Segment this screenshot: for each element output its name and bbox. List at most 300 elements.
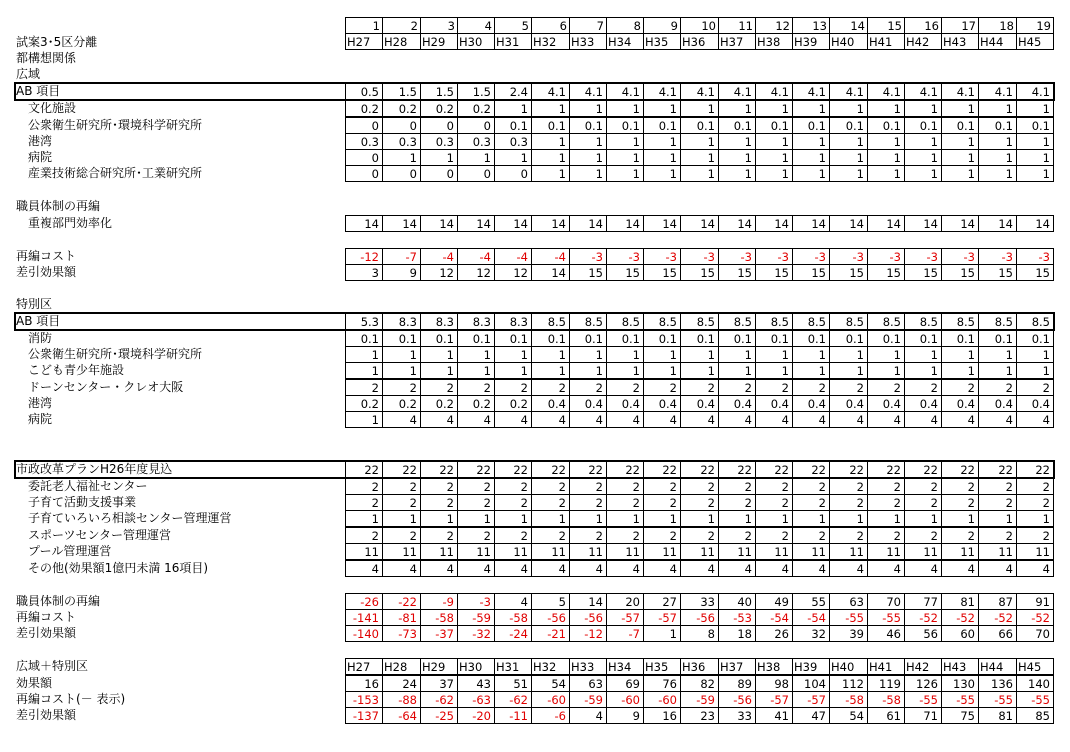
table-cell: 1 [718, 362, 756, 379]
table-cell: 4 [457, 560, 495, 577]
table-cell: 2 [829, 494, 868, 511]
table-cell: -9 [420, 593, 458, 610]
table-cell: 0 [345, 149, 383, 166]
table-cell: 1 [978, 133, 1017, 150]
table-cell: H36 [680, 658, 719, 675]
table-cell: H35 [643, 658, 681, 675]
table-cell: 11 [978, 543, 1017, 560]
table-cell: 0.1 [1016, 117, 1054, 134]
table-cell: 2 [680, 478, 719, 495]
table-cell: 14 [531, 215, 570, 232]
table-cell: -32 [457, 625, 495, 642]
table-cell: -6 [531, 707, 570, 724]
table-cell: 2 [978, 379, 1017, 396]
table-cell: 2 [941, 494, 979, 511]
table-cell: 14 [755, 215, 793, 232]
table-cell: 11 [494, 543, 532, 560]
table-cell: 4 [978, 560, 1017, 577]
table-cell: 22 [345, 461, 383, 478]
table-cell: 8.3 [494, 313, 532, 330]
table-cell: 1 [457, 510, 495, 527]
table-cell: 1 [680, 149, 719, 166]
table-cell: 11 [718, 543, 756, 560]
table-cell: 2 [792, 527, 830, 544]
table-cell: 4 [792, 560, 830, 577]
table-cell: 4 [606, 411, 644, 428]
table-cell: 2 [345, 379, 383, 396]
table-cell: 15 [978, 264, 1017, 281]
table-cell: 1 [829, 149, 868, 166]
table-cell: H44 [978, 658, 1017, 675]
table-cell: 1 [718, 510, 756, 527]
header-col-number: 13 [792, 17, 830, 34]
row-label: 再編コスト(－ 表示) [16, 692, 126, 706]
table-cell: 2 [829, 527, 868, 544]
table-cell: 0 [420, 165, 458, 182]
table-cell: 70 [867, 593, 905, 610]
table-cell: 130 [941, 675, 979, 692]
table-cell: 2 [420, 379, 458, 396]
table-cell: 4 [606, 560, 644, 577]
table-cell: -7 [606, 625, 644, 642]
table-cell: 4 [755, 560, 793, 577]
table-cell: 85 [1016, 707, 1054, 724]
table-cell: 14 [1016, 215, 1054, 232]
table-cell: 1 [1016, 362, 1054, 379]
table-cell: 1 [680, 100, 719, 117]
row-label: AB 項目 [16, 314, 61, 328]
table-cell: 82 [680, 675, 719, 692]
table-cell: 2 [718, 478, 756, 495]
table-cell: 1 [978, 100, 1017, 117]
table-cell: 8.5 [978, 313, 1017, 330]
table-cell: -55 [1016, 691, 1054, 708]
table-cell: 1 [569, 346, 607, 363]
table-cell: 2 [531, 494, 570, 511]
table-cell: 1 [494, 100, 532, 117]
table-cell: 1 [494, 510, 532, 527]
table-cell: 119 [867, 675, 905, 692]
table-cell: 1.5 [457, 83, 495, 100]
table-cell: -57 [643, 609, 681, 626]
table-cell: 1 [680, 510, 719, 527]
table-cell: 4 [755, 411, 793, 428]
table-cell: 1 [941, 362, 979, 379]
table-cell: 1 [606, 346, 644, 363]
table-cell: 2 [457, 478, 495, 495]
table-cell: 126 [904, 675, 942, 692]
table-cell: 4 [792, 411, 830, 428]
table-cell: 15 [829, 264, 868, 281]
table-cell: 16 [643, 707, 681, 724]
table-cell: 22 [867, 461, 905, 478]
table-cell: 69 [606, 675, 644, 692]
table-cell: 2 [643, 494, 681, 511]
table-cell: 4 [457, 411, 495, 428]
table-cell: H40 [829, 658, 868, 675]
table-cell: 1 [420, 362, 458, 379]
table-cell: 4.1 [755, 83, 793, 100]
header-col-year: H29 [420, 33, 458, 50]
table-cell: H29 [420, 658, 458, 675]
table-cell: 2 [643, 527, 681, 544]
table-cell: 1 [531, 100, 570, 117]
header-col-year: H39 [792, 33, 830, 50]
table-cell: 0.1 [420, 330, 458, 347]
table-cell: 1 [867, 133, 905, 150]
table-cell: 1 [904, 149, 942, 166]
table-cell: 4 [420, 411, 458, 428]
table-cell: 0.4 [978, 395, 1017, 412]
table-cell: -52 [904, 609, 942, 626]
table-cell: 0.2 [382, 395, 421, 412]
table-cell: 0 [345, 165, 383, 182]
table-cell: 0.2 [345, 100, 383, 117]
table-cell: 2 [531, 527, 570, 544]
table-cell: -137 [345, 707, 383, 724]
table-cell: 1 [792, 165, 830, 182]
table-cell: -153 [345, 691, 383, 708]
table-cell: H45 [1016, 658, 1054, 675]
table-cell: 56 [904, 625, 942, 642]
table-cell: 0.4 [904, 395, 942, 412]
table-cell: 0.1 [643, 117, 681, 134]
sheet-subtitle: 都構想関係 [16, 51, 77, 65]
table-cell: 22 [978, 461, 1017, 478]
table-cell: 26 [755, 625, 793, 642]
table-cell: 4 [420, 560, 458, 577]
table-cell: 0.1 [569, 330, 607, 347]
header-col-year: H27 [345, 33, 383, 50]
table-cell: 1 [792, 346, 830, 363]
table-cell: 4.1 [531, 83, 570, 100]
table-cell: 0.1 [829, 330, 868, 347]
table-cell: 2 [978, 478, 1017, 495]
table-cell: 5 [531, 593, 570, 610]
row-label: 港湾 [28, 396, 53, 410]
table-cell: 76 [643, 675, 681, 692]
table-cell: 1 [457, 346, 495, 363]
table-cell: 4.1 [829, 83, 868, 100]
row-label: プール管理運営 [28, 544, 112, 558]
table-cell: 0.1 [718, 330, 756, 347]
table-cell: 2 [345, 527, 383, 544]
table-cell: 3 [345, 264, 383, 281]
table-cell: 1.5 [382, 83, 421, 100]
table-cell: 4.1 [680, 83, 719, 100]
table-cell: 1 [606, 362, 644, 379]
table-cell: -3 [457, 593, 495, 610]
table-cell: H32 [531, 658, 570, 675]
table-cell: 1 [606, 100, 644, 117]
table-cell: 1 [978, 510, 1017, 527]
table-cell: 1 [755, 165, 793, 182]
table-cell: -88 [382, 691, 421, 708]
table-cell: 0.1 [755, 117, 793, 134]
table-cell: 11 [829, 543, 868, 560]
table-cell: 0.1 [755, 330, 793, 347]
table-cell: 1 [531, 149, 570, 166]
table-cell: 2 [792, 478, 830, 495]
table-cell: 55 [792, 593, 830, 610]
table-cell: 1 [420, 149, 458, 166]
table-cell: 2 [345, 494, 383, 511]
table-cell: 4.1 [569, 83, 607, 100]
table-cell: 2 [606, 527, 644, 544]
table-cell: 1 [755, 133, 793, 150]
table-cell: 37 [420, 675, 458, 692]
table-cell: 2 [1016, 478, 1054, 495]
table-cell: 0 [382, 117, 421, 134]
table-cell: 1 [569, 133, 607, 150]
table-cell: 9 [606, 707, 644, 724]
header-col-number: 14 [829, 17, 868, 34]
table-cell: 8.5 [718, 313, 756, 330]
table-cell: 0.4 [718, 395, 756, 412]
table-cell: H34 [606, 658, 644, 675]
table-cell: 4 [494, 560, 532, 577]
table-cell: 4 [1016, 411, 1054, 428]
table-cell: H28 [382, 658, 421, 675]
row-label: こども青少年施設 [28, 363, 125, 377]
table-cell: 0 [457, 165, 495, 182]
table-cell: 1 [829, 346, 868, 363]
table-cell: -52 [941, 609, 979, 626]
header-col-number: 19 [1016, 17, 1054, 34]
table-cell: 75 [941, 707, 979, 724]
table-cell: 4 [941, 411, 979, 428]
table-cell: 22 [1016, 461, 1054, 478]
table-cell: 1 [420, 346, 458, 363]
table-cell: 12 [420, 264, 458, 281]
table-cell: 1 [643, 165, 681, 182]
table-cell: -58 [494, 609, 532, 626]
row-label: 重複部門効率化 [28, 216, 113, 230]
table-cell: 4.1 [643, 83, 681, 100]
table-cell: 4.1 [867, 83, 905, 100]
table-cell: 1 [606, 165, 644, 182]
table-cell: -4 [494, 248, 532, 265]
table-cell: 8.3 [457, 313, 495, 330]
table-cell: 2 [680, 527, 719, 544]
table-cell: 1 [643, 149, 681, 166]
header-col-number: 12 [755, 17, 793, 34]
table-cell: 87 [978, 593, 1017, 610]
table-cell: 4 [1016, 560, 1054, 577]
table-cell: -64 [382, 707, 421, 724]
header-col-year: H45 [1016, 33, 1054, 50]
table-cell: 1 [718, 165, 756, 182]
table-cell: 1 [718, 100, 756, 117]
table-cell: 0.1 [941, 117, 979, 134]
table-cell: 14 [792, 215, 830, 232]
table-cell: 2 [1016, 494, 1054, 511]
table-cell: 1 [978, 346, 1017, 363]
table-cell: 8.5 [1016, 313, 1054, 330]
table-cell: 4 [941, 560, 979, 577]
table-cell: 39 [829, 625, 868, 642]
table-cell: 2 [420, 478, 458, 495]
table-cell: 1 [1016, 346, 1054, 363]
table-cell: -56 [531, 609, 570, 626]
table-cell: 16 [345, 675, 383, 692]
table-cell: 22 [606, 461, 644, 478]
table-cell: 0.4 [829, 395, 868, 412]
table-cell: 2 [904, 494, 942, 511]
table-cell: -3 [792, 248, 830, 265]
table-cell: 2 [457, 527, 495, 544]
table-cell: 2 [867, 494, 905, 511]
table-cell: 2 [829, 478, 868, 495]
table-cell: 47 [792, 707, 830, 724]
table-cell: 14 [569, 593, 607, 610]
table-cell: 1 [531, 510, 570, 527]
table-cell: 8.5 [680, 313, 719, 330]
table-cell: 1 [643, 362, 681, 379]
table-cell: -52 [978, 609, 1017, 626]
table-cell: 1 [1016, 165, 1054, 182]
table-cell: 22 [718, 461, 756, 478]
table-cell: 0.1 [867, 330, 905, 347]
table-cell: 4 [718, 411, 756, 428]
table-cell: 2 [680, 494, 719, 511]
table-cell: -56 [680, 609, 719, 626]
table-cell: 14 [904, 215, 942, 232]
table-cell: 4 [643, 560, 681, 577]
header-col-number: 5 [494, 17, 532, 34]
header-col-number: 3 [420, 17, 458, 34]
table-cell: -57 [606, 609, 644, 626]
table-cell: 2 [755, 379, 793, 396]
table-cell: 0 [382, 165, 421, 182]
header-col-year: H31 [494, 33, 532, 50]
table-cell: 15 [680, 264, 719, 281]
table-cell: 2 [494, 379, 532, 396]
table-cell: 1 [904, 362, 942, 379]
table-cell: 0.1 [680, 117, 719, 134]
table-cell: 0.1 [867, 117, 905, 134]
table-cell: 0.2 [494, 395, 532, 412]
table-cell: 63 [829, 593, 868, 610]
table-cell: 1 [941, 346, 979, 363]
header-col-number: 8 [606, 17, 644, 34]
table-cell: 1 [718, 149, 756, 166]
table-cell: 77 [904, 593, 942, 610]
table-cell: 0.1 [904, 330, 942, 347]
table-cell: 0.1 [680, 330, 719, 347]
header-col-year: H33 [569, 33, 607, 50]
table-cell: 22 [531, 461, 570, 478]
row-label: 病院 [28, 412, 53, 426]
sheet-title: 試案3･5区分離 [16, 35, 98, 49]
row-label: 再編コスト [16, 249, 77, 263]
table-cell: 1 [792, 149, 830, 166]
table-cell: 54 [531, 675, 570, 692]
table-cell: 1 [680, 165, 719, 182]
table-cell: -54 [792, 609, 830, 626]
table-cell: 11 [941, 543, 979, 560]
table-cell: 0.3 [382, 133, 421, 150]
header-col-year: H35 [643, 33, 681, 50]
table-cell: 1 [941, 165, 979, 182]
table-cell: 4 [569, 411, 607, 428]
table-cell: -57 [792, 691, 830, 708]
table-cell: 0.1 [531, 117, 570, 134]
table-cell: 1 [643, 100, 681, 117]
table-cell: 0.4 [643, 395, 681, 412]
table-cell: 1 [755, 149, 793, 166]
table-cell: 2 [680, 379, 719, 396]
table-cell: -20 [457, 707, 495, 724]
table-cell: 0.1 [829, 117, 868, 134]
table-cell: 11 [792, 543, 830, 560]
row-label: 市政改革プランH26年度見込 [16, 462, 173, 476]
row-label: ドーンセンター・クレオ大阪 [28, 380, 184, 394]
table-cell: 2 [420, 494, 458, 511]
table-cell: 14 [829, 215, 868, 232]
table-cell: -21 [531, 625, 570, 642]
table-cell: 9 [382, 264, 421, 281]
table-cell: 11 [755, 543, 793, 560]
table-cell: 0.1 [643, 330, 681, 347]
table-cell: -58 [867, 691, 905, 708]
header-col-number: 4 [457, 17, 495, 34]
table-cell: -3 [606, 248, 644, 265]
table-cell: H41 [867, 658, 905, 675]
table-cell: 1 [829, 100, 868, 117]
table-cell: 4 [382, 411, 421, 428]
table-cell: 0.4 [941, 395, 979, 412]
table-cell: 1 [978, 165, 1017, 182]
table-cell: 2 [494, 494, 532, 511]
table-cell: 8.3 [382, 313, 421, 330]
table-cell: 1 [792, 362, 830, 379]
table-cell: 1 [382, 362, 421, 379]
table-cell: 8.5 [867, 313, 905, 330]
table-cell: 4 [680, 560, 719, 577]
table-cell: 1 [382, 149, 421, 166]
table-cell: 2 [382, 494, 421, 511]
table-cell: 1 [531, 362, 570, 379]
table-cell: 2 [867, 379, 905, 396]
row-label: 差引効果額 [16, 626, 77, 640]
table-cell: -3 [643, 248, 681, 265]
table-cell: 81 [941, 593, 979, 610]
table-cell: H30 [457, 658, 495, 675]
table-cell: 33 [718, 707, 756, 724]
table-cell: 33 [680, 593, 719, 610]
table-cell: 4.1 [941, 83, 979, 100]
table-cell: 0.1 [792, 117, 830, 134]
table-cell: -56 [569, 609, 607, 626]
table-cell: 0.1 [457, 330, 495, 347]
table-cell: 4.1 [1016, 83, 1054, 100]
table-cell: 20 [606, 593, 644, 610]
header-col-number: 10 [680, 17, 719, 34]
table-cell: 1 [382, 510, 421, 527]
table-cell: 14 [420, 215, 458, 232]
table-cell: 1 [643, 625, 681, 642]
table-cell: -62 [420, 691, 458, 708]
table-cell: 0.2 [457, 100, 495, 117]
table-cell: 0.1 [494, 330, 532, 347]
table-cell: 0.4 [792, 395, 830, 412]
table-cell: -55 [829, 609, 868, 626]
table-cell: 1 [978, 149, 1017, 166]
table-cell: 0 [420, 117, 458, 134]
table-cell: 46 [867, 625, 905, 642]
table-cell: 0.4 [606, 395, 644, 412]
